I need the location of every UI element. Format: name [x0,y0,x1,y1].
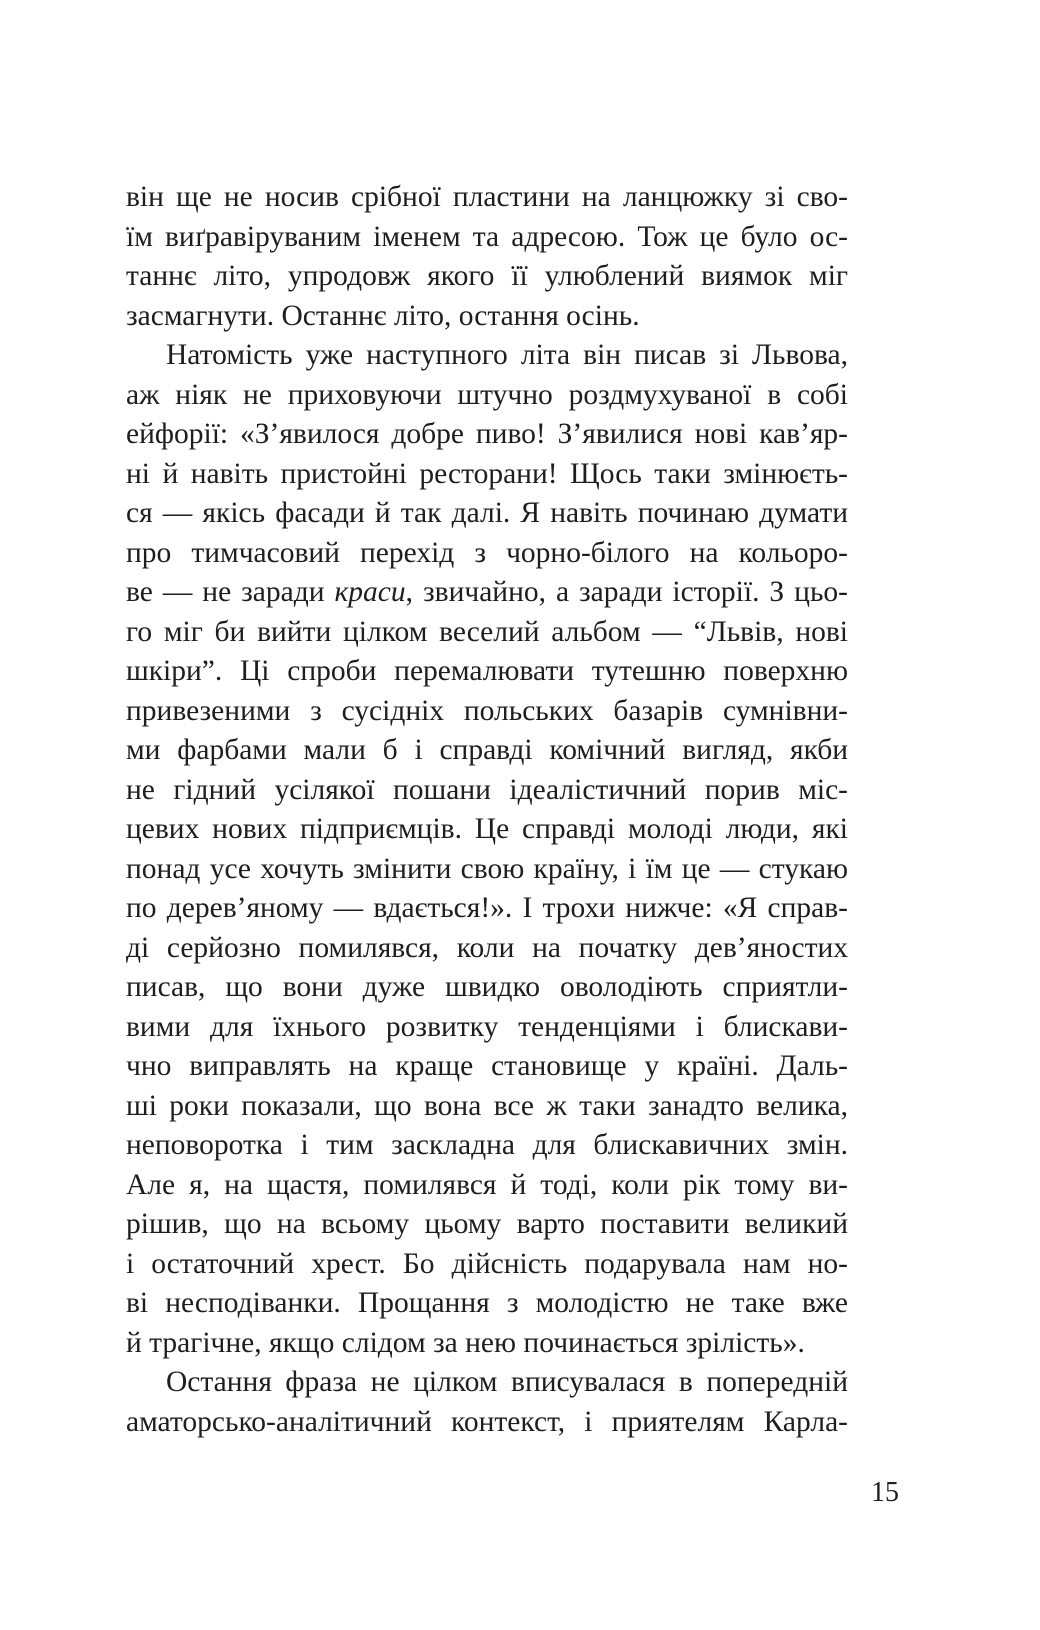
text-line [126,889,848,929]
text-line [126,1403,848,1443]
line-text: і остаточний хрест. Бо дійсність подарувала нам но- [126,1247,848,1280]
text-line [126,494,848,534]
line-text: засмагнути. Останнє літо, остання осінь. [126,299,640,332]
line-text: шкіри”. Ці спроби перемалювати тутешню поверхню [126,655,848,687]
line-text: неповоротка і тим заскладна для блискавичних змін. [126,1129,848,1161]
text-line [126,1245,848,1285]
line-text: ші роки показали, що вона все ж таки занадто велика, [126,1089,848,1122]
line-text: Натомість уже наступного літа він писав зі Львова, [166,339,848,371]
line-text: ві несподіванки. Прощання з молодістю не таке вже [126,1287,848,1319]
line-text: ейфорії: «З’явилося добре пиво! З’явилися нові кав’яр- [126,418,848,450]
text-line [126,850,848,890]
text-line [126,968,848,1008]
line-text: не гідний усілякої пошани ідеалістичний порив міс- [126,773,848,806]
text-line [126,1324,848,1364]
text-line [126,1008,848,1048]
text-line [126,455,848,495]
text-line [126,1166,848,1206]
text-line [126,336,848,376]
line-text: й трагічне, якщо слідом за нею починається зрілість». [126,1326,805,1359]
text-line [126,218,848,258]
text-line [126,573,848,613]
text-line [126,1284,848,1324]
text-line [126,297,848,337]
text-line [126,178,848,218]
text-line [126,771,848,811]
page-text [126,178,848,1442]
text-line [126,1126,848,1166]
line-text: цевих нових підприємців. Це справді молоді люди, які [126,813,848,845]
line-text: Але я, на щастя, помилявся й тоді, коли рік тому ви- [126,1168,848,1201]
text-line [126,376,848,416]
page-number: 15 [871,1477,899,1508]
italic-word: краси [334,576,406,608]
line-text: про тимчасовий перехід з чорно-білого на кольоро- [126,536,848,569]
line-text: Остання фраза не цілком вписувалася в попередній [166,1366,848,1398]
text-line [126,692,848,732]
text-line [126,613,848,653]
line-text: аж ніяк не приховуючи штучно роздмухуваної в собі [126,378,848,411]
line-text: привезеними з сусідніх польських базарів сумнівни- [126,694,848,727]
text-line [126,1205,848,1245]
text-line [126,731,848,771]
line-text: ся — якісь фасади й так далі. Я навіть починаю думати [126,497,848,529]
line-text: го міг би вийти цілком веселий альбом — “Львів, нові [126,615,848,648]
text-line [126,1047,848,1087]
line-text: ні й навіть пристойні ресторани! Щось таки змінюєть- [126,457,848,490]
line-text: по дерев’яному — вдається!». І трохи нижче: «Я справ- [126,892,848,924]
line-text: рішив, що на всьому цьому варто поставити великий [126,1208,848,1240]
text-line [126,534,848,574]
text-line [126,415,848,455]
line-text: аматорсько-аналітичний контекст, і приятелям Карла- [126,1405,848,1438]
text-line [126,652,848,692]
line-text: ді серйозно помилявся, коли на початку дев’яностих [126,931,848,964]
line-text: він ще не носив срібної пластини на ланцюжку зі сво- [126,181,848,213]
text-line [126,1363,848,1403]
text-line [126,929,848,969]
line-text: писав, що вони дуже швидко оволодіють сприятли- [126,971,848,1003]
text-line [126,810,848,850]
line-text: чно виправлять на краще становище у країні. Даль- [126,1050,848,1082]
line-text: таннє літо, упродовж якого її улюблений виямок міг [126,260,848,292]
line-text: їм виґравіруваним іменем та адресою. Тож це було ос- [126,220,848,253]
line-text: ве — не заради краси, звичайно, а заради історії. З цьо- [126,576,848,608]
text-line [126,257,848,297]
line-text: понад усе хочуть змінити свою країну, і їм це — стукаю [126,852,848,885]
line-text: ми фарбами мали б і справді комічний вигляд, якби [126,734,848,766]
line-text: вими для їхнього розвитку тенденціями і блискави- [126,1010,848,1043]
text-line [126,1087,848,1127]
